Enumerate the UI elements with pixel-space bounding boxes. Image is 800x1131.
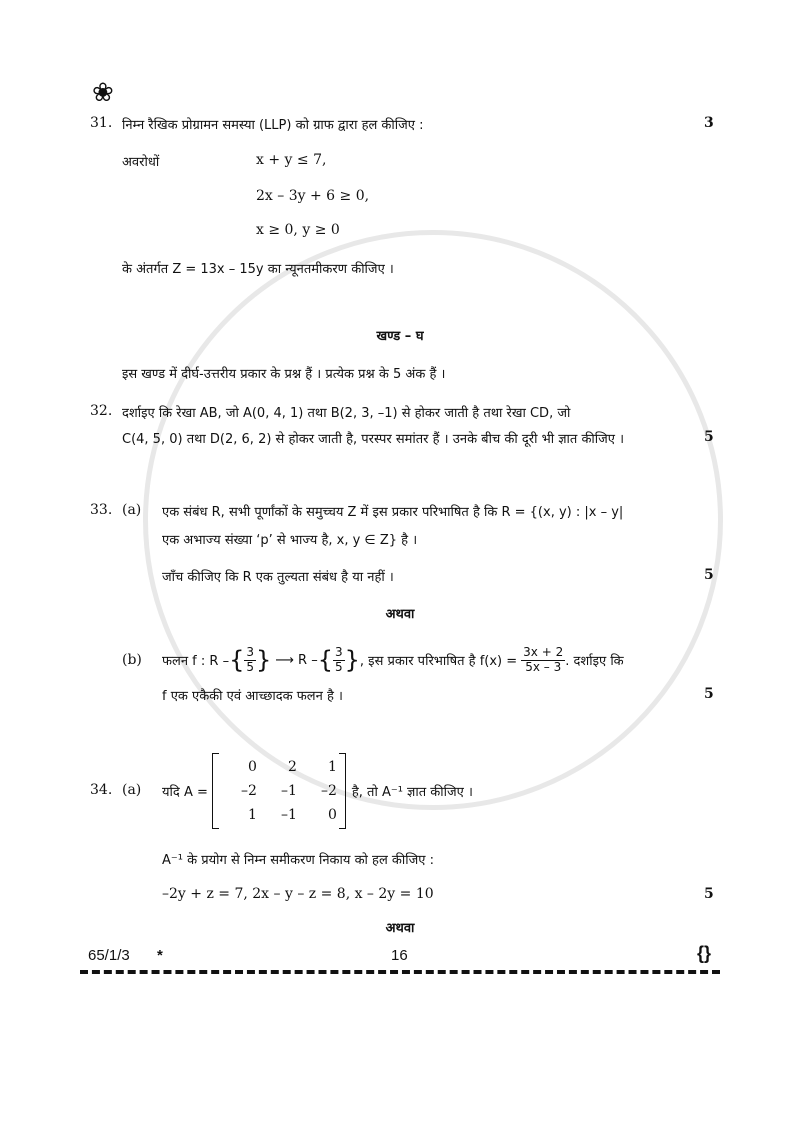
matrix-cell: 1 [327, 759, 337, 775]
q33b-label: (b) [122, 652, 142, 668]
q34-number: 34. [90, 782, 113, 798]
q32-marks: 5 [704, 429, 714, 445]
matrix-cell: –2 [320, 783, 337, 799]
q34a-post: है, तो A⁻¹ ज्ञात कीजिए । [351, 785, 473, 800]
q33a-label: (a) [122, 502, 142, 518]
set-fraction-1: $\frac{3}{5}$ [246, 645, 254, 674]
matrix-cell: 0 [327, 807, 337, 823]
q34a-label: (a) [122, 782, 142, 798]
right-brace-icon: } [256, 646, 272, 674]
q31-constraint-2: 2x – 3y + 6 ≥ 0, [256, 188, 370, 204]
footer-star: * [157, 947, 163, 964]
matrix-cell: –1 [280, 783, 297, 799]
q33b-arrow: ⟶ R – [275, 652, 318, 668]
q33a-marks: 5 [704, 567, 714, 583]
matrix-row [219, 803, 339, 827]
matrix-row [219, 755, 339, 779]
left-brace-icon-2: { [317, 646, 333, 674]
q33a-line-2: एक अभाज्य संख्या ‘p’ से भाज्य है, x, y ∈ Z} है । [162, 533, 418, 548]
matrix-cell: –1 [280, 807, 297, 823]
q31-constraint-3: x ≥ 0, y ≥ 0 [256, 222, 340, 238]
q34a-prefix: यदि A = [162, 785, 208, 800]
q32-line-2: C(4, 5, 0) तथा D(2, 6, 2) से होकर जाती है, परस्पर समांतर हैं । उनके बीच की दूरी भी ज्ञात कीजिए । [122, 432, 625, 447]
paper-code: 65/1/3 [88, 947, 130, 964]
q33a-line-3: जाँच कीजिए कि R एक तुल्यता संबंध है या नहीं । [162, 570, 394, 585]
matrix-cell: 2 [287, 759, 297, 775]
q31-objective: के अंतर्गत Z = 13x – 15y का न्यूनतमीकरण कीजिए । [122, 262, 394, 277]
footer-braces: {} [697, 943, 712, 963]
matrix-row [219, 779, 339, 803]
q33-number: 33. [90, 502, 113, 518]
q33b-middle: , इस प्रकार परिभाषित है f(x) = [359, 654, 518, 669]
q31-constraint-1: x + y ≤ 7, [256, 152, 327, 168]
q33-or: अथवा [385, 607, 415, 622]
q33b-line-2: f एक एकैकी एवं आच्छादक फलन है । [162, 689, 343, 704]
q33b-prefix: फलन f : R – [162, 654, 230, 669]
matrix-cell: –2 [240, 783, 257, 799]
q33a-line-1: एक संबंध R, सभी पूर्णांकों के समुच्चय Z में इस प्रकार परिभाषित है कि R = {(x, y) : |x – y| [162, 505, 624, 520]
left-brace-icon: { [229, 646, 245, 674]
q34a-marks: 5 [704, 886, 714, 902]
q33b-post: . दर्शाइए कि [565, 654, 624, 669]
q34a-line-3: –2y + z = 7, 2x – y – z = 8, x – 2y = 10 [162, 886, 434, 902]
q32-number: 32. [90, 403, 113, 419]
footer-dashed-line [80, 970, 720, 974]
matrix-cell: 0 [247, 759, 257, 775]
q31-constraint-label: अवरोधों [122, 155, 160, 170]
watermark-circle [143, 230, 723, 810]
q34a-line-1 [162, 752, 473, 830]
q34a-line-2: A⁻¹ के प्रयोग से निम्न समीकरण निकाय को हल कीजिए : [162, 853, 434, 868]
q31-number: 31. [90, 115, 113, 131]
page-number: 16 [391, 947, 408, 964]
q32-line-1: दर्शाइए कि रेखा AB, जो A(0, 4, 1) तथा B(2, 3, –1) से होकर जाती है तथा रेखा CD, जो [122, 406, 571, 421]
q33b-line-1 [162, 638, 624, 682]
flower-ornament-icon: ❀ [92, 78, 114, 108]
section-title: खण्ड – घ [376, 329, 424, 344]
matrix-a [212, 753, 346, 829]
right-brace-icon-2: } [344, 646, 360, 674]
q33b-marks: 5 [704, 686, 714, 702]
q31-marks: 3 [704, 115, 714, 131]
matrix-cell: 1 [247, 807, 257, 823]
q34-or: अथवा [385, 921, 415, 936]
set-fraction-2: $\frac{3}{5}$ [335, 645, 343, 674]
section-note: इस खण्ड में दीर्घ-उत्तरीय प्रकार के प्रश्न हैं । प्रत्येक प्रश्न के 5 अंक हैं । [122, 367, 446, 382]
q31-text: निम्न रैखिक प्रोग्रामन समस्या (LLP) को ग्राफ द्वारा हल कीजिए : [122, 118, 424, 133]
fx-fraction: $\frac{3x + 2}{5x - 3}$ [523, 645, 564, 674]
